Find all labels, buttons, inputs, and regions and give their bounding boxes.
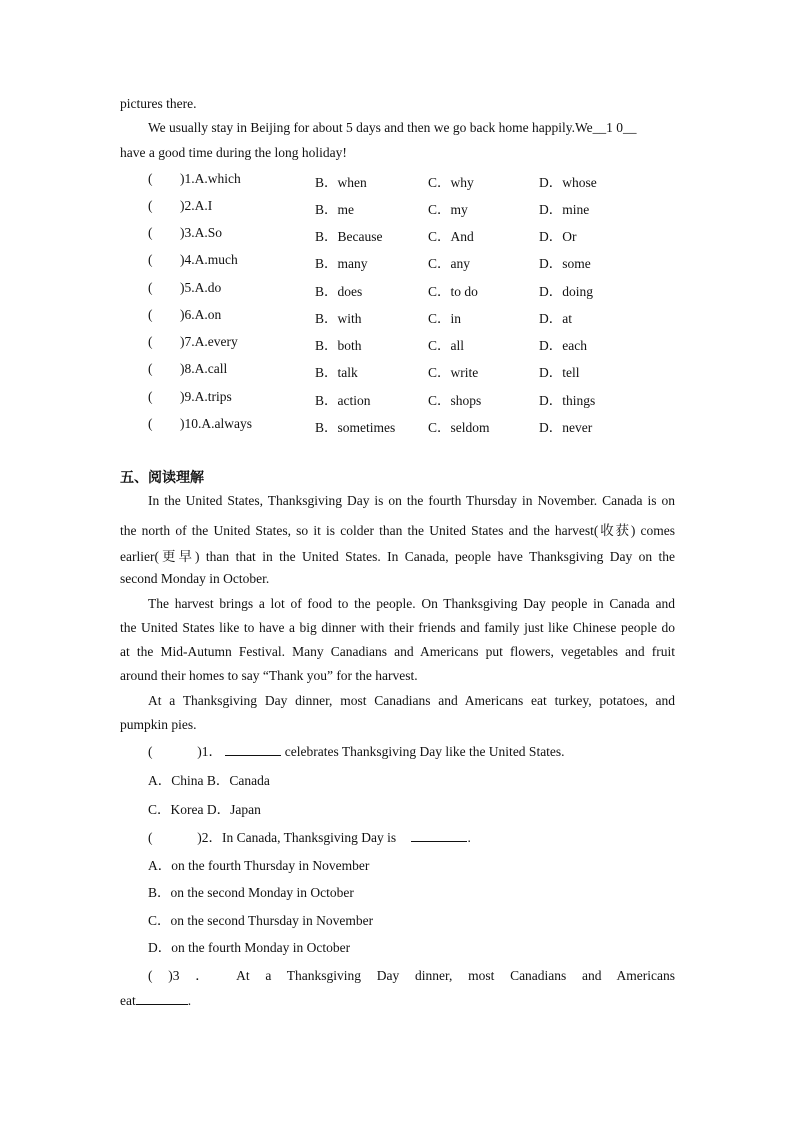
option-d: D．mine (539, 202, 590, 217)
option-line: A．on the fourth Thursday in November (148, 858, 370, 873)
option-d: D．whose (539, 175, 597, 190)
option-line: B．on the second Monday in October (148, 885, 354, 900)
fill-blank[interactable] (411, 829, 467, 842)
option-c: C．why (428, 175, 474, 190)
fill-blank[interactable] (225, 743, 281, 756)
answer-paren: ( (148, 280, 153, 295)
option-line: D．on the fourth Monday in October (148, 940, 351, 955)
option-d: D．some (539, 256, 591, 271)
option-c: C．all (428, 338, 464, 353)
option-c: C．any (428, 256, 470, 271)
answer-paren: ( (148, 361, 153, 376)
option-b: B．Because (315, 229, 383, 244)
passage-line: at the Mid-Autumn Festival. Many Canadians and Americans put flowers, vegetables and fruit (120, 644, 675, 659)
option-d: D．at (539, 311, 572, 326)
option-c: C．my (428, 202, 468, 217)
option-a: )3.A.So (180, 225, 223, 240)
answer-paren: ( (148, 252, 153, 267)
option-c: C．to do (428, 284, 478, 299)
fill-blank[interactable] (136, 992, 188, 1005)
cloze-text-line: We usually stay in Beijing for about 5 days and then we go back home happily.We__1 0__ (148, 120, 637, 135)
option-b: B．me (315, 202, 354, 217)
answer-paren: ( (148, 198, 153, 213)
answer-paren: ( (148, 307, 153, 322)
question-text: eat (120, 993, 136, 1008)
option-a: )4.A.much (180, 252, 238, 267)
option-b: B．talk (315, 365, 358, 380)
question-text: )2．In Canada, Thanksgiving Day is (197, 830, 397, 845)
question-3: ( )3 ． At a Thanksgiving Day dinner, most Canadians and Americans (148, 968, 675, 983)
passage-line: earlier(更早) than that in the United States. In Canada, people have Thanksgiving Day on the (120, 549, 675, 564)
section-title: 五、阅读理解 (120, 470, 204, 486)
question-end: . (187, 993, 192, 1008)
option-b: B．both (315, 338, 362, 353)
passage-line: In the United States, Thanksgiving Day is on the fourth Thursday in November. Canada is on (148, 493, 675, 508)
answer-paren: ( (148, 830, 153, 845)
option-d: D．each (539, 338, 587, 353)
passage-line: second Monday in October. (120, 571, 270, 586)
option-b: B．when (315, 175, 367, 190)
option-b: B．sometimes (315, 420, 396, 435)
question-2 (148, 826, 471, 846)
passage-line: The harvest brings a lot of food to the people. On Thanksgiving Day people in Canada and (148, 596, 675, 611)
option-a: )10.A.always (180, 416, 252, 431)
option-c: C．in (428, 311, 462, 326)
option-a: )7.A.every (180, 334, 238, 349)
option-a: )8.A.call (180, 361, 228, 376)
passage-line: the north of the United States, so it is colder than the United States and the harvest(收获) comes (120, 523, 675, 538)
option-line: C．Korea D．Japan (148, 802, 261, 817)
option-line: A．China B．Canada (148, 773, 270, 788)
option-c: C．write (428, 365, 479, 380)
cloze-text-line: have a good time during the long holiday! (120, 145, 347, 160)
question-number: )1． (197, 744, 222, 759)
option-a: )1.A.which (180, 171, 241, 186)
answer-paren: ( (148, 744, 153, 759)
option-d: D．things (539, 393, 596, 408)
option-b: B．with (315, 311, 362, 326)
cloze-text-line: pictures there. (120, 96, 197, 111)
question-3-cont (120, 992, 191, 1009)
option-c: C．seldom (428, 420, 490, 435)
answer-paren: ( (148, 171, 153, 186)
option-c: C．And (428, 229, 474, 244)
answer-paren: ( (148, 416, 153, 431)
option-b: B．many (315, 256, 368, 271)
option-a: )9.A.trips (180, 389, 232, 404)
passage-line: pumpkin pies. (120, 717, 197, 732)
question-1 (148, 740, 565, 760)
option-a: )6.A.on (180, 307, 222, 322)
option-a: )5.A.do (180, 280, 222, 295)
option-line: C．on the second Thursday in November (148, 913, 374, 928)
question-end: . (467, 830, 471, 845)
option-d: D．never (539, 420, 593, 435)
question-text: celebrates Thanksgiving Day like the United States. (284, 744, 565, 759)
passage-line: the United States like to have a big dinner with their friends and family just like Chinese people do (120, 620, 675, 635)
answer-paren: ( (148, 389, 153, 404)
option-d: D．tell (539, 365, 580, 380)
option-c: C．shops (428, 393, 482, 408)
option-d: D．Or (539, 229, 577, 244)
answer-paren: ( (148, 334, 153, 349)
option-b: B．action (315, 393, 371, 408)
option-a: )2.A.I (180, 198, 213, 213)
option-d: D．doing (539, 284, 593, 299)
passage-line: At a Thanksgiving Day dinner, most Canadians and Americans eat turkey, potatoes, and (148, 693, 675, 708)
option-b: B．does (315, 284, 363, 299)
answer-paren: ( (148, 225, 153, 240)
passage-line: around their homes to say “Thank you” for the harvest. (120, 668, 418, 683)
